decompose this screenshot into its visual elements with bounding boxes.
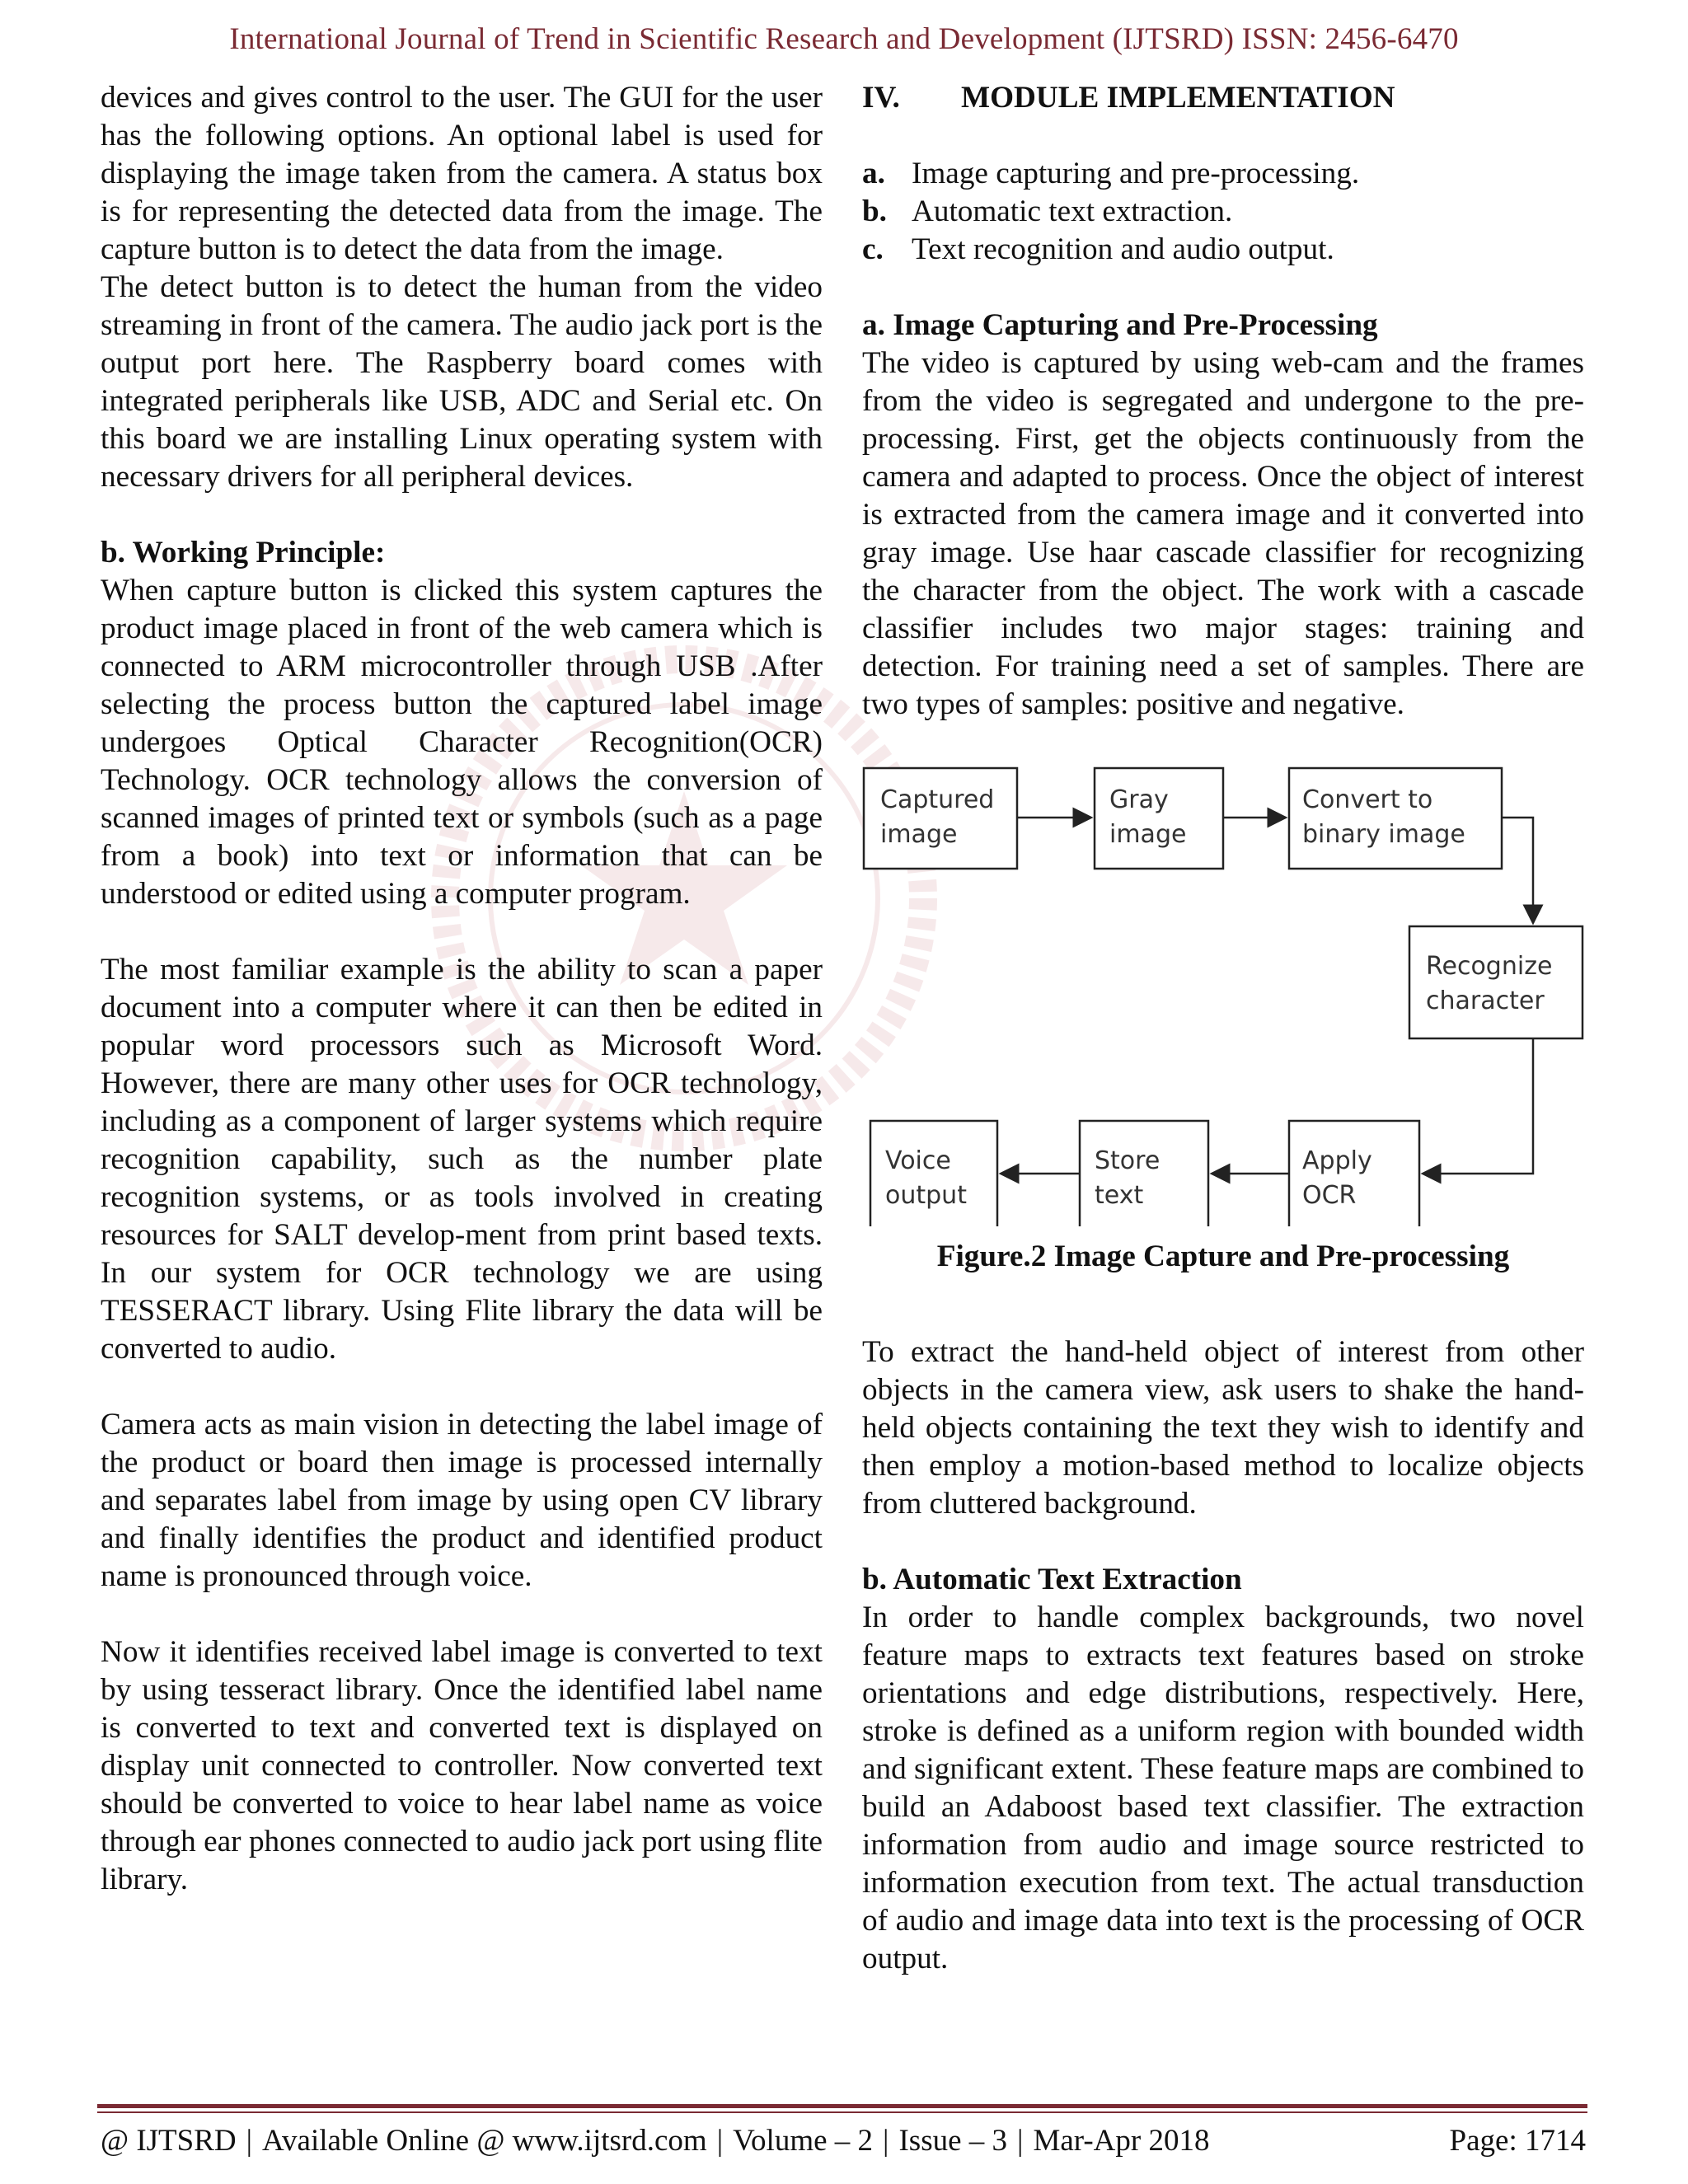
section-number: IV. — [862, 81, 900, 115]
list-item: b. Automatic text extraction. — [862, 194, 1233, 228]
svg-text:Gray: Gray — [1109, 785, 1169, 814]
svg-text:Apply: Apply — [1302, 1146, 1372, 1175]
svg-text:output: output — [885, 1181, 967, 1210]
heading-text-extraction: b. Automatic Text Extraction — [862, 1563, 1242, 1596]
svg-text:Voice: Voice — [885, 1146, 951, 1175]
svg-text:Captured: Captured — [880, 785, 995, 814]
list-item: c. Text recognition and audio output. — [862, 232, 1334, 266]
svg-text:Store: Store — [1095, 1146, 1160, 1175]
paragraph-capture: When capture button is clicked this system captures the product image placed in front of the web camera which is connected to ARM microcontroller through USB .After selecting the process button the captured label image undergoes Optical Character Recognition(OCR) Technology. OCR technology allows the conversion of scanned images of printed text or symbols (such as a page from a book) into text or information that can be understood or edited using a computer program. — [101, 574, 823, 911]
svg-text:OCR: OCR — [1302, 1181, 1357, 1210]
footer-volume: Volume – 2 — [733, 2124, 874, 2158]
journal-header: International Journal of Trend in Scientific Research and Development (IJTSRD) ISSN: 2456-6470 — [229, 22, 1459, 56]
footer-rule-thin — [97, 2111, 1587, 2113]
right-column — [862, 79, 1584, 1978]
footer-available-online[interactable]: Available Online @ www.ijtsrd.com — [262, 2124, 707, 2158]
section-title: MODULE IMPLEMENTATION — [961, 81, 1395, 115]
box-captured-image — [864, 768, 1017, 869]
footer-date: Mar-Apr 2018 — [1033, 2124, 1210, 2158]
paragraph-text-extraction: In order to handle complex backgrounds, two novel feature maps to extracts text features based on stroke orientations and edge distributions, respectively. Here, stroke is defined as a uniform region with bounded width and significant extent. These feature maps are combined to build an Adaboost based text classifier. The extraction information from audio and image source restricted to information execution from text. The actual transduction of audio and image data into text is the processing of OCR output. — [862, 1601, 1584, 1975]
footer-issue: Issue – 3 — [898, 2124, 1008, 2158]
box-gray-image — [1095, 768, 1223, 869]
left-column — [101, 79, 823, 1899]
paragraph-video-capture: The video is captured by using web-cam and the frames from the video is segregated and undergone to the pre-processing. First, get the objects continuously from the camera and adapted to process. Once the object of interest is extracted from the camera image and it converted into gray image. Use haar cascade classifier for recognizing the character from the object. The work with a cascade classifier includes two major stages: training and detection. For training need a set of samples. There are two types of samples: positive and negative. — [862, 346, 1584, 721]
footer-rule — [97, 2104, 1587, 2108]
module-list — [862, 155, 1584, 269]
svg-text:text: text — [1095, 1181, 1144, 1210]
box-recognize-character — [1409, 926, 1582, 1038]
heading-image-capturing: a. Image Capturing and Pre-Processing — [862, 308, 1378, 342]
paragraph-gui: devices and gives control to the user. The GUI for the user has the following options. An optional label is used for displaying the image taken from the camera. A status box is for representing the detected data from the image. The capture button is to detect the data from the image. — [101, 81, 823, 266]
paragraph-tesseract: Now it identifies received label image is converted to text by using tesseract library. Once the identified label name is converted to text and converted text is displayed on display unit connected to controller. Now converted text should be converted to voice to hear label name as voice through ear phones connected to audio jack port using flite library. — [101, 1635, 823, 1896]
heading-working-principle: b. Working Principle: — [101, 536, 386, 569]
section-heading — [862, 79, 1584, 117]
paragraph-hand-held: To extract the hand-held object of interest from other objects in the camera view, ask users to shake the hand-held objects containing the text they wish to identify and then employ a motion-based method to localize objects from cluttered background. — [862, 1335, 1584, 1521]
svg-text:binary image: binary image — [1302, 820, 1465, 849]
svg-text:image: image — [1109, 820, 1187, 849]
paragraph-detect-button: The detect button is to detect the human from the video streaming in front of the camera. The audio jack port is the output port here. The Raspberry board comes with integrated peripherals like USB, ADC and Serial etc. On this board we are installing Linux operating system with necessary drivers for all peripheral devices. — [101, 270, 823, 494]
footer-page-number: Page: 1714 — [1449, 2124, 1586, 2158]
flowchart-diagram — [862, 765, 1584, 1226]
svg-text:image: image — [880, 820, 958, 849]
footer-journal: @ IJTSRD — [101, 2124, 237, 2158]
list-item: a. Image capturing and pre-processing. — [862, 157, 1360, 190]
box-binary-image — [1289, 768, 1502, 869]
paragraph-camera: Camera acts as main vision in detecting the label image of the product or board then image is processed internally and separates label from image by using open CV library and finally identifies the product and identified product name is pronounced through voice. — [101, 1408, 823, 1593]
svg-text:character: character — [1426, 987, 1545, 1015]
svg-text:Convert to: Convert to — [1302, 785, 1433, 814]
svg-text:Recognize: Recognize — [1426, 952, 1553, 981]
arrow-binary-to-recognize — [1502, 818, 1533, 923]
arrow-recognize-to-ocr — [1423, 1038, 1533, 1174]
page-footer: @ IJTSRD | Available Online @ www.ijtsrd.com | Volume – 2 | Issue – 3 | Mar-Apr 2018 Page: 1714 — [101, 2124, 1586, 2158]
figure-caption: Figure.2 Image Capture and Pre-processing — [936, 1240, 1510, 1273]
figure-flowchart — [862, 765, 1584, 1333]
paragraph-ocr-example: The most familiar example is the ability to scan a paper document into a computer where it can then be edited in popular word processors such as Microsoft Word. However, there are many other uses for OCR technology, including as a component of larger systems which require recognition capability, such as the number plate recognition systems, or as tools involved in creating resources for SALT develop-ment from print based texts. In our system for OCR technology we are using TESSERACT library. Using Flite library the data will be converted to audio. — [101, 953, 823, 1366]
